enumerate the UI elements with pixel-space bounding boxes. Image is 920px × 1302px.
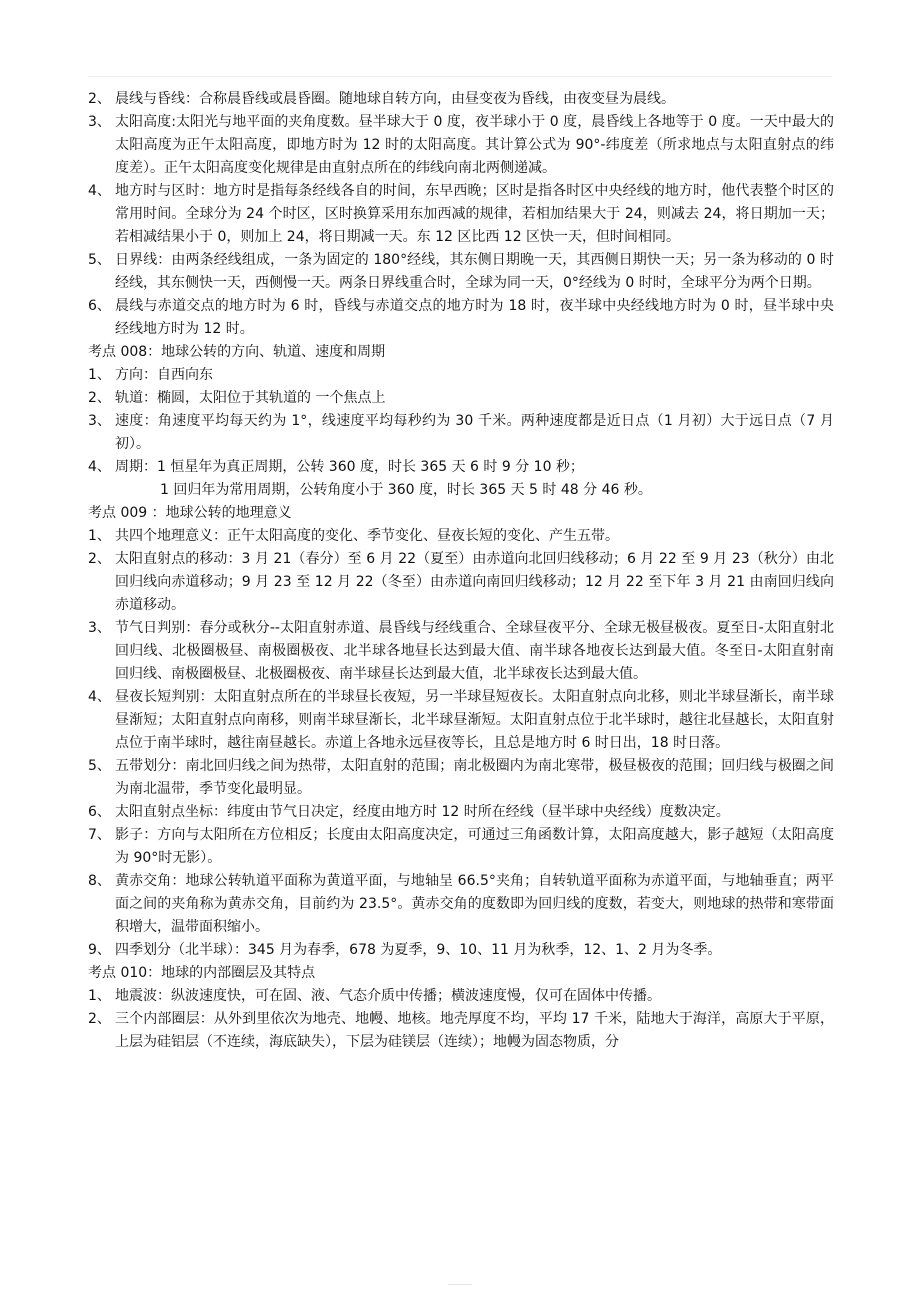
document-body [88, 88, 834, 1054]
list-item [88, 985, 834, 1008]
list-item-text: 晨线与昏线：合称晨昏线或晨昏圈。随地球自转方向，由昼变夜为昏线，由夜变昼为晨线。 [115, 91, 675, 107]
list-item-number: 9、 [88, 942, 111, 958]
list-item [88, 1008, 834, 1054]
list-item-text: 轨道：椭圆，太阳位于其轨道的 一个焦点上 [115, 390, 386, 406]
list-item [88, 295, 834, 341]
section-heading: 考点 010：地球的内部圈层及其特点 [88, 965, 316, 981]
list-item-number: 5、 [88, 252, 111, 268]
list-item [88, 410, 834, 456]
list-item-number: 4、 [88, 689, 111, 705]
section-heading: 考点 008：地球公转的方向、轨道、速度和周期 [88, 344, 386, 360]
list-item-text: 五带划分：南北回归线之间为热带，太阳直射的范围；南北极圈内为南北寒带，极昼极夜的范围；回归线与极圈之间为南北温带，季节变化最明显。 [115, 758, 834, 797]
list-item-number: 1、 [88, 367, 111, 383]
list-item [88, 111, 834, 180]
list-item-number: 2、 [88, 390, 111, 406]
list-item-text: 黄赤交角：地球公转轨道平面称为黄道平面，与地轴呈 66.5°夹角；自转轨道平面称为赤道平面，与地轴垂直；两平面之间的夹角称为黄赤交角，目前约为 23.5°。黄赤交角的度数即为回归线的度数，若变大，则地球的热带和寒带面积增大，温带面积缩小。 [115, 873, 834, 935]
list-item-number: 6、 [88, 298, 111, 314]
section-heading: 考点 009 ：地球公转的地理意义 [88, 505, 292, 521]
list-item [88, 870, 834, 939]
list-item-text: 地震波：纵波速度快，可在固、液、气态介质中传播；横波速度慢，仅可在固体中传播。 [115, 988, 661, 1004]
list-item [88, 548, 834, 617]
list-item-number: 1、 [88, 528, 111, 544]
list-item-text: 影子：方向与太阳所在方位相反；长度由太阳高度决定，可通过三角函数计算，太阳高度越大，影子越短（太阳高度为 90°时无影）。 [115, 827, 834, 866]
list-item-text: 共四个地理意义：正午太阳高度的变化、季节变化、昼夜长短的变化、产生五带。 [115, 528, 619, 544]
list-item-number: 2、 [88, 1011, 111, 1027]
list-item-text: 三个内部圈层：从外到里依次为地壳、地幔、地核。地壳厚度不均，平均 17 千米，陆地大于海洋，高原大于平原，上层为硅铝层（不连续，海底缺失），下层为硅镁层（连续）；地幔为固态物质，分 [115, 1011, 834, 1050]
list-item [88, 456, 834, 479]
list-item-number: 3、 [88, 620, 111, 636]
list-item-number: 2、 [88, 91, 111, 107]
list-item [88, 824, 834, 870]
list-item [88, 364, 834, 387]
list-item-number: 4、 [88, 183, 111, 199]
list-item-number: 2、 [88, 551, 111, 567]
list-item-text: 方向：自西向东 [115, 367, 213, 383]
list-item-text: 日界线：由两条经线组成，一条为固定的 180°经线，其东侧日期晚一天，其西侧日期快一天；另一条为移动的 0 时经线，其东侧快一天，西侧慢一天。两条日界线重合时，全球为同一天，0°经线为 0 时时，全球平分为两个日期。 [115, 252, 834, 291]
page-top-rule [88, 76, 832, 77]
list-item [88, 686, 834, 755]
list-item [88, 88, 834, 111]
list-item-number: 7、 [88, 827, 111, 843]
continuation-line: 1 回归年为常用周期，公转角度小于 360 度，时长 365 天 5 时 48 分 46 秒。 [160, 482, 652, 498]
list-item [88, 939, 834, 962]
list-item-number: 6、 [88, 804, 111, 820]
list-item [88, 180, 834, 249]
list-item [88, 525, 834, 548]
list-item-text: 太阳直射点的移动：3 月 21（春分）至 6 月 22（夏至）由赤道向北回归线移动；6 月 22 至 9 月 23（秋分）由北回归线向赤道移动；9 月 23 至 12 月 22（冬至）由赤道向南回归线移动；12 月 22 至下年 3 月 21 由南回归线向赤道移动。 [115, 551, 834, 613]
list-item-text: 节气日判别：春分或秋分--太阳直射赤道、晨昏线与经线重合、全球昼夜平分、全球无极昼极夜。夏至日-太阳直射北回归线、北极圈极昼、南极圈极夜、北半球各地昼长达到最大值、南半球各地夜长达到最大值。冬至日-太阳直射南回归线、南极圈极昼、北极圈极夜、南半球昼长达到最大值，北半球夜长达到最大值。 [115, 620, 834, 682]
list-item [88, 249, 834, 295]
list-item-number: 4、 [88, 459, 111, 475]
list-item-number: 5、 [88, 758, 111, 774]
list-item-text: 太阳高度:太阳光与地平面的夹角度数。昼半球大于 0 度，夜半球小于 0 度，晨昏线上各地等于 0 度。一天中最大的太阳高度为正午太阳高度，即地方时为 12 时的太阳高度。其计算公式为 90°-纬度差（所求地点与太阳直射点的纬度差）。正午太阳高度变化规律是由直射点所在的纬线向南北两侧递减。 [115, 114, 834, 176]
list-item-text: 昼夜长短判别：太阳直射点所在的半球昼长夜短，另一半球昼短夜长。太阳直射点向北移，则北半球昼渐长，南半球昼渐短；太阳直射点向南移，则南半球昼渐长，北半球昼渐短。太阳直射点位于北半球时，越往北昼越长，太阳直射点位于南半球时，越往南昼越长。赤道上各地永远昼夜等长，且总是地方时 6 时日出，18 时日落。 [115, 689, 834, 751]
list-item-number: 1、 [88, 988, 111, 1004]
list-item-text: 速度：角速度平均每天约为 1°，线速度平均每秒约为 30 千米。两种速度都是近日点（1 月初）大于远日点（7 月初）。 [115, 413, 834, 452]
list-item-text: 地方时与区时：地方时是指每条经线各自的时间，东早西晚；区时是指各时区中央经线的地方时，他代表整个时区的常用时间。全球分为 24 个时区，区时换算采用东加西减的规律，若相加结果大于 24，则减去 24，将日期加一天；若相减结果小于 0，则加上 24，将日期减一天。东 12 区比西 12 区快一天，但时间相同。 [115, 183, 834, 245]
list-item-number: 3、 [88, 413, 111, 429]
list-item [88, 755, 834, 801]
list-item-number: 3、 [88, 114, 111, 130]
list-item-text: 晨线与赤道交点的地方时为 6 时，昏线与赤道交点的地方时为 18 时，夜半球中央经线地方时为 0 时，昼半球中央经线地方时为 12 时。 [115, 298, 834, 337]
list-item-text: 周期：1 恒星年为真正周期，公转 360 度，时长 365 天 6 时 9 分 10 秒； [115, 459, 584, 475]
page-bottom-mark [448, 1284, 472, 1285]
list-item-text: 四季划分（北半球）：345 月为春季，678 为夏季，9、10、11 月为秋季，12、1、2 月为冬季。 [115, 942, 722, 958]
list-item [88, 801, 834, 824]
list-item [88, 387, 834, 410]
list-item [88, 617, 834, 686]
list-item-text: 太阳直射点坐标：纬度由节气日决定，经度由地方时 12 时所在经线（昼半球中央经线）度数决定。 [115, 804, 730, 820]
list-item-number: 8、 [88, 873, 111, 889]
